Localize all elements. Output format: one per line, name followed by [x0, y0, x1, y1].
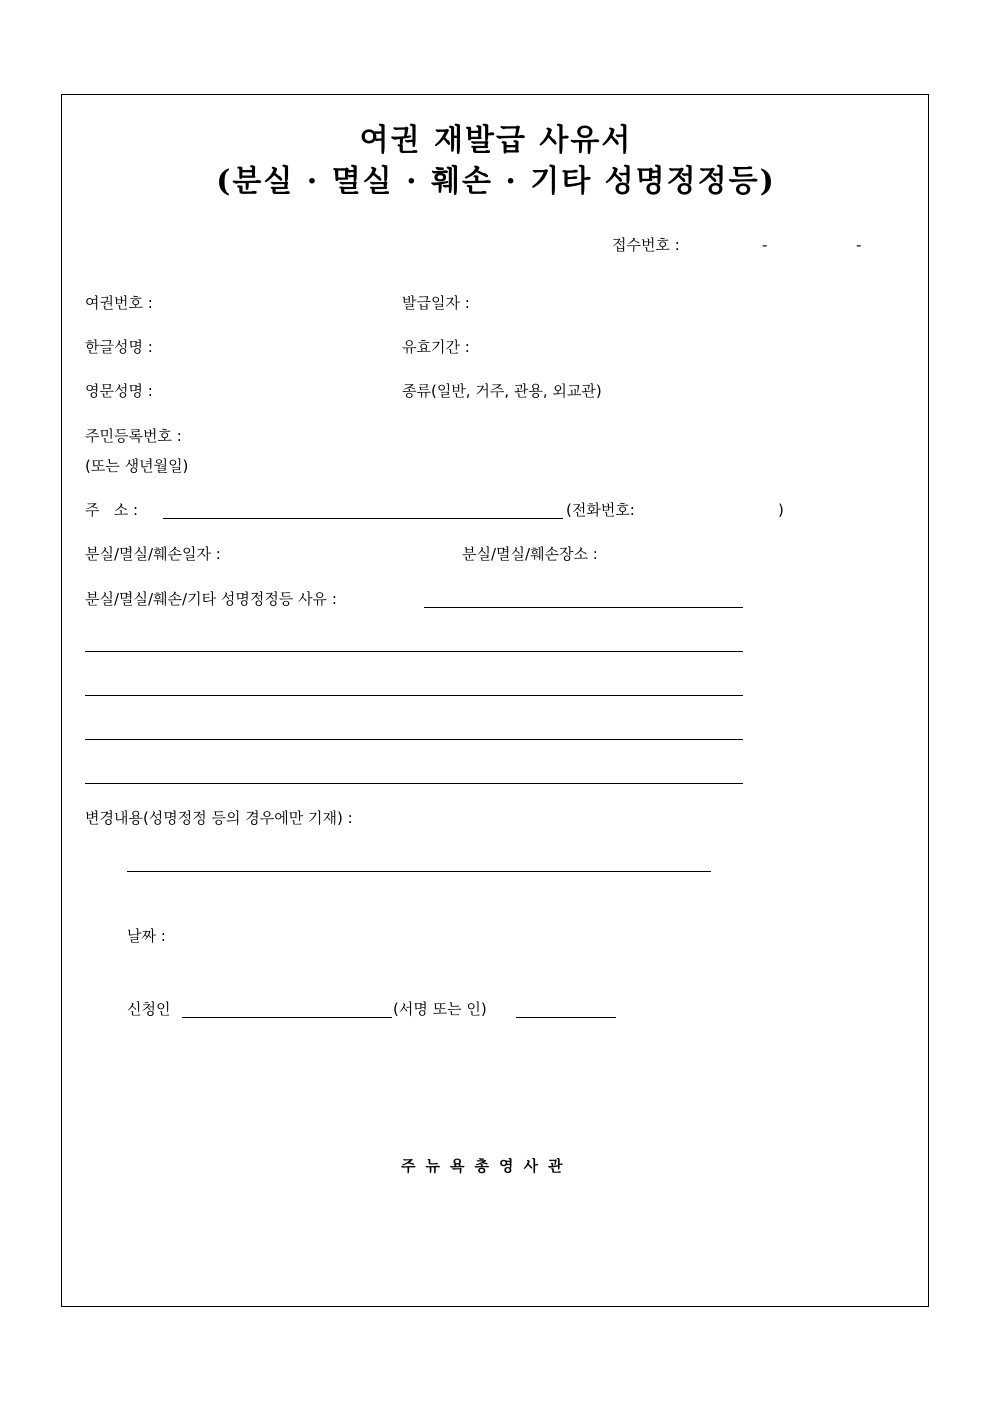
reason-field-line[interactable]	[424, 607, 743, 608]
applicant-name-line[interactable]	[182, 1017, 392, 1018]
validity-label: 유효기간 :	[402, 338, 470, 356]
address-field-line[interactable]	[163, 518, 563, 519]
reason-line-3[interactable]	[85, 695, 743, 696]
passport-number-label: 여권번호 :	[85, 294, 153, 312]
form-border	[61, 94, 929, 1307]
applicant-label: 신청인	[127, 1000, 171, 1018]
signature-label: (서명 또는 인)	[393, 1000, 487, 1018]
reason-line-4[interactable]	[85, 739, 743, 740]
phone-label: (전화번호:	[566, 501, 635, 519]
address-label: 주 소 :	[85, 501, 139, 519]
passport-type-label: 종류(일반, 거주, 관용, 외교관)	[402, 382, 602, 400]
resident-number-label: 주민등록번호 :	[85, 427, 182, 445]
reason-line-2[interactable]	[85, 651, 743, 652]
receipt-number-separator-2: -	[856, 236, 862, 254]
receipt-number-separator-1: -	[762, 236, 768, 254]
phone-close-paren: )	[778, 501, 784, 519]
issue-date-label: 발급일자 :	[402, 294, 470, 312]
reason-label: 분실/멸실/훼손/기타 성명정정등 사유 :	[85, 590, 337, 608]
birth-date-label: (또는 생년월일)	[85, 457, 189, 475]
english-name-label: 영문성명 :	[85, 382, 153, 400]
reason-line-5[interactable]	[85, 783, 743, 784]
signature-line[interactable]	[516, 1017, 616, 1018]
korean-name-label: 한글성명 :	[85, 338, 153, 356]
consulate-name: 주뉴욕총영사관	[401, 1157, 573, 1175]
receipt-number-label: 접수번호 :	[612, 236, 680, 254]
change-content-line[interactable]	[127, 871, 711, 872]
form-subtitle: (분실 · 멸실 · 훼손 · 기타 성명정정등)	[216, 164, 776, 199]
loss-place-label: 분실/멸실/훼손장소 :	[462, 545, 598, 563]
loss-date-label: 분실/멸실/훼손일자 :	[85, 545, 221, 563]
form-title: 여권 재발급 사유서	[359, 123, 633, 158]
date-label: 날짜 :	[127, 927, 166, 945]
change-content-label: 변경내용(성명정정 등의 경우에만 기재) :	[85, 809, 353, 827]
